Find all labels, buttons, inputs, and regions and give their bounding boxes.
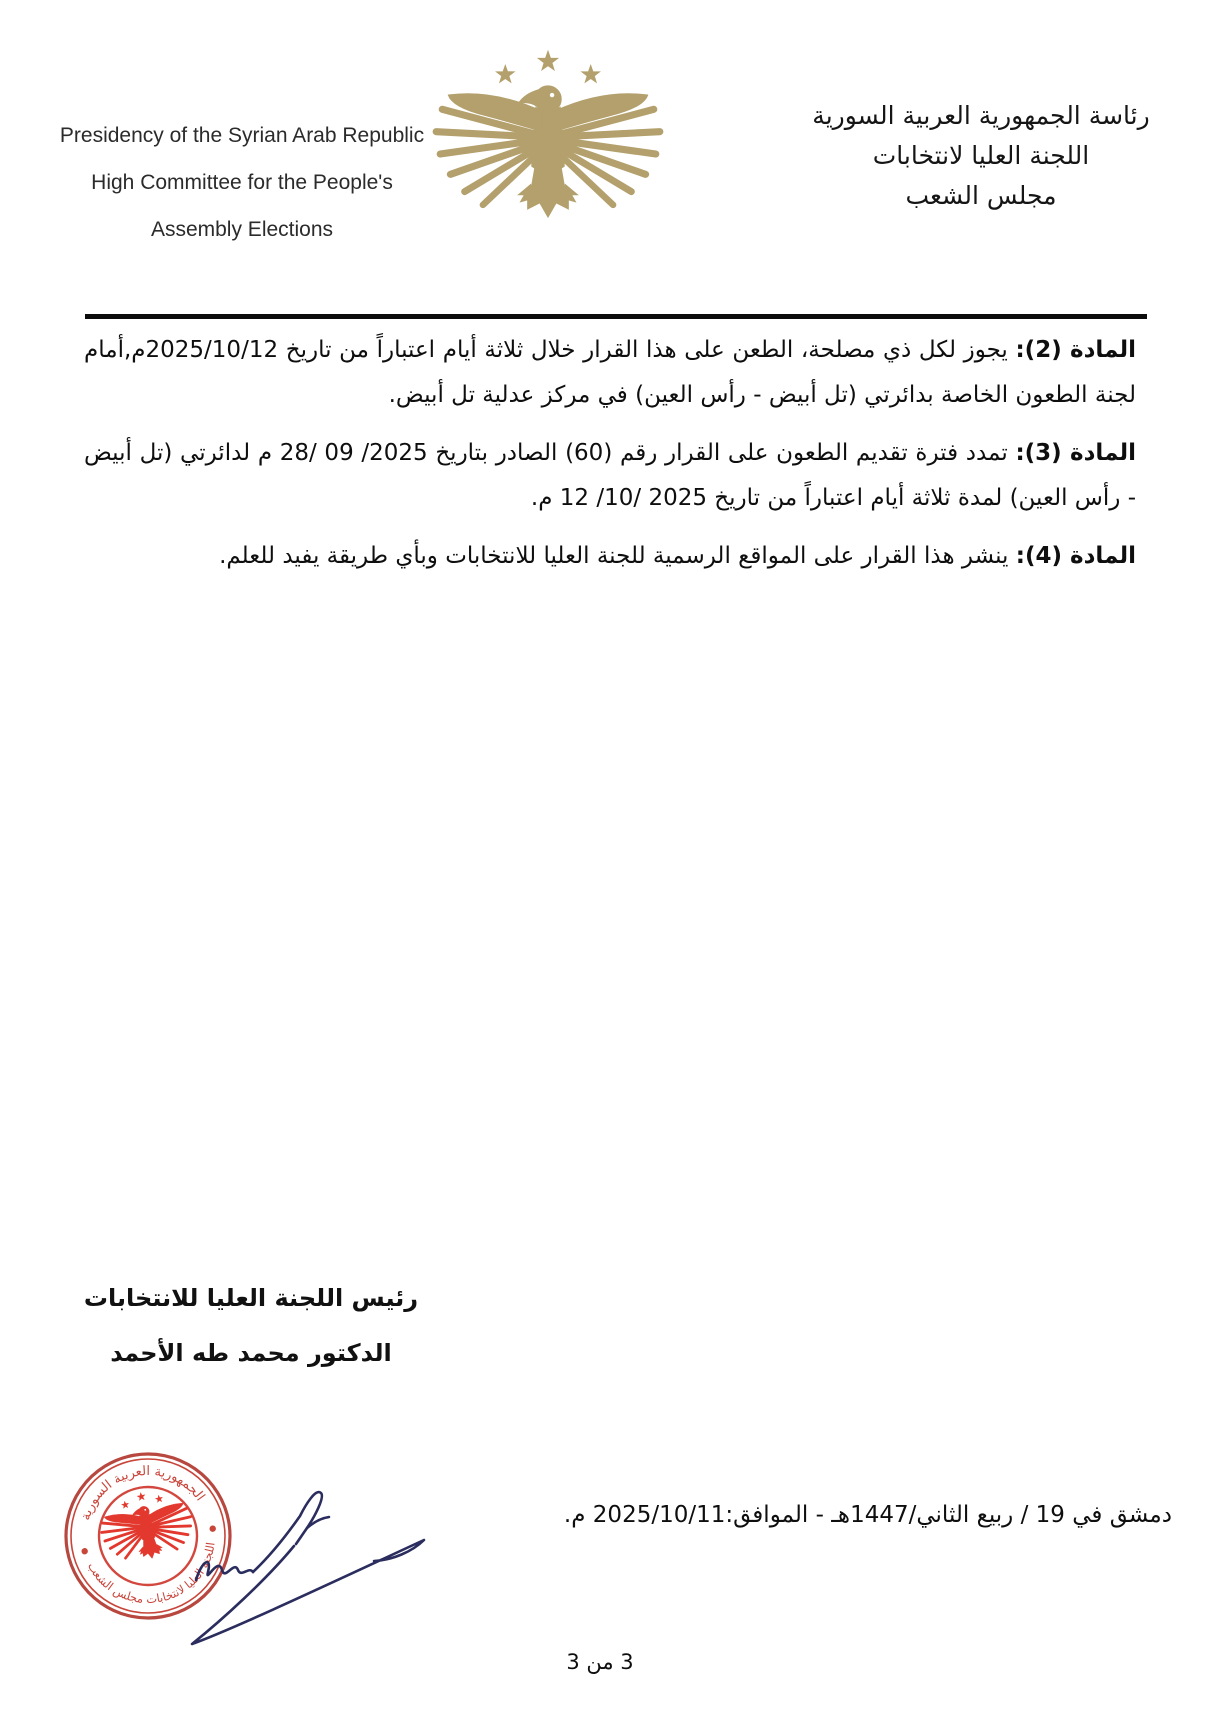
date-line: دمشق في 19 / ربيع الثاني/1447هـ - الموافق:2025/10/11 م. bbox=[563, 1502, 1172, 1528]
signatory-name: الدكتور محمد طه الأحمد bbox=[110, 1339, 392, 1367]
stamp-bottom-arc-text: اللجنة العليا لانتخابات مجلس الشعب bbox=[84, 1541, 218, 1607]
header-arabic-line-3: مجلس الشعب bbox=[905, 181, 1057, 210]
article-4-text: ينشر هذا القرار على المواقع الرسمية للجنة العليا للانتخابات وبأي طريقة يفيد للعلم. bbox=[219, 543, 1009, 569]
article-2 bbox=[84, 328, 1136, 418]
page-number: 3 من 3 bbox=[566, 1650, 634, 1674]
header-divider bbox=[85, 314, 1147, 319]
syrian-eagle-emblem-icon bbox=[426, 46, 670, 260]
header-arabic bbox=[776, 96, 1186, 216]
article-3-text: تمدد فترة تقديم الطعون على القرار رقم (60) الصادر بتاريخ ⁦28/ 09 /2025⁩ م لدائرتي (تل أبيض - رأس العين) لمدة ثلاثة أيام اعتباراً من تاريخ ⁦12 /10/ 2025⁩ م. bbox=[84, 440, 1136, 511]
header-english-line-2: High Committee for the People's bbox=[91, 171, 393, 194]
signature-block bbox=[76, 1284, 426, 1367]
document-body bbox=[84, 328, 1136, 592]
header-english-line-1: Presidency of the Syrian Arab Republic bbox=[59, 124, 425, 147]
article-4 bbox=[84, 534, 1136, 579]
header-arabic-line-2: اللجنة العليا لانتخابات bbox=[872, 141, 1090, 170]
article-2-label: المادة (2): bbox=[1015, 337, 1136, 363]
handwritten-signature bbox=[166, 1480, 440, 1668]
article-3-label: المادة (3): bbox=[1015, 440, 1137, 466]
header-english-line-3: Assembly Elections bbox=[150, 218, 334, 241]
article-4-label: المادة (4): bbox=[1015, 543, 1136, 569]
stamp-top-arc-text: الجمهورية العربية السورية bbox=[78, 1463, 208, 1523]
header-english bbox=[58, 112, 426, 253]
article-2-text: يجوز لكل ذي مصلحة، الطعن على هذا القرار خلال ثلاثة أيام اعتباراً من تاريخ 2025/10/12م,أمام لجنة الطعون الخاصة بدائرتي (تل أبيض - رأس العين) في مركز عدلية تل أبيض. bbox=[84, 337, 1136, 408]
article-3 bbox=[84, 431, 1136, 521]
header-arabic-line-1: رئاسة الجمهورية العربية السورية bbox=[812, 101, 1150, 130]
signatory-title: رئيس اللجنة العليا للانتخابات bbox=[83, 1284, 419, 1312]
